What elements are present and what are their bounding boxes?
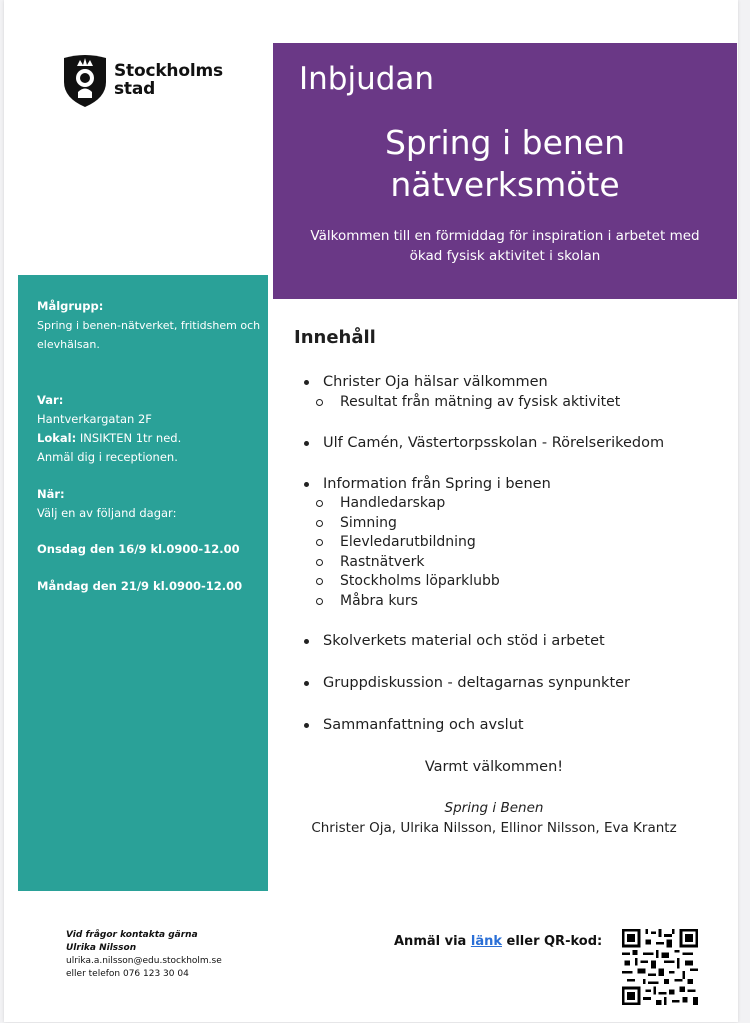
- circle-bullet-icon: [316, 520, 323, 527]
- agenda-item-text: Christer Oja hälsar välkommen: [323, 374, 548, 390]
- agenda-item: [304, 476, 551, 492]
- location-block: [37, 391, 277, 467]
- signup-prefix: Anmäl via: [394, 934, 471, 949]
- coat-of-arms-icon: [62, 52, 108, 108]
- bullet-icon: [304, 681, 309, 686]
- bullet-icon: [304, 441, 309, 446]
- when-text: Välj en av följand dagar:: [37, 506, 177, 520]
- reception-note: Anmäl dig i receptionen.: [37, 450, 178, 464]
- agenda-subitem: [316, 515, 397, 531]
- agenda-subitem-text: Måbra kurs: [340, 593, 418, 609]
- signup-suffix: eller QR-kod:: [502, 934, 603, 949]
- circle-bullet-icon: [316, 578, 323, 585]
- qr-code-icon[interactable]: [621, 929, 699, 1005]
- date-option-2: Måndag den 21/9 kl.0900-12.00: [37, 579, 243, 593]
- hero-title: [273, 122, 737, 206]
- target-group-label: Målgrupp:: [37, 299, 104, 313]
- contact-email: ulrika.a.nilsson@edu.stockholm.se: [66, 956, 222, 966]
- logo-line2: stad: [114, 79, 156, 99]
- agenda-subitem: [316, 495, 445, 511]
- logo-wordmark: [114, 62, 223, 98]
- agenda-item: [304, 435, 664, 451]
- hero-subtitle: Välkommen till en förmiddag för inspiration i arbetet med ökad fysisk aktivitet i skolan: [310, 228, 700, 264]
- info-sidebar: [18, 275, 268, 891]
- contact-intro: Vid frågor kontakta gärna: [66, 930, 198, 940]
- agenda-item-text: Ulf Camén, Västertorpsskolan - Rörelserikedom: [323, 435, 665, 451]
- agenda-item-text: Gruppdiskussion - deltagarnas synpunkter: [323, 675, 631, 691]
- agenda-item: [304, 374, 548, 390]
- location-label: Var:: [37, 393, 64, 407]
- hero-title-line2: nätverksmöte: [390, 165, 620, 204]
- agenda-item: [304, 675, 630, 691]
- circle-bullet-icon: [316, 539, 323, 546]
- agenda-subitem: [316, 534, 476, 550]
- agenda-subitem-text: Stockholms löparklubb: [340, 573, 500, 589]
- when-block: [37, 485, 277, 523]
- contact-name: Ulrika Nilsson: [66, 943, 137, 953]
- circle-bullet-icon: [316, 500, 323, 507]
- when-label: När:: [37, 487, 65, 501]
- agenda-subitem-text: Resultat från mätning av fysisk aktivitet: [340, 394, 621, 410]
- agenda-heading: Innehåll: [294, 327, 376, 348]
- bullet-icon: [304, 639, 309, 644]
- logo-line1: Stockholms: [114, 61, 223, 81]
- signature-names: Christer Oja, Ulrika Nilsson, Ellinor Nilsson, Eva Krantz: [311, 820, 677, 836]
- stockholms-stad-logo: [62, 52, 223, 108]
- agenda-subitem: [316, 593, 418, 609]
- agenda-subitem: [316, 554, 425, 570]
- agenda-item: [304, 717, 524, 733]
- location-address: Hantverkargatan 2F: [37, 412, 152, 426]
- agenda-item: [304, 633, 605, 649]
- contact-info: [66, 929, 222, 981]
- room-line: [37, 429, 277, 448]
- circle-bullet-icon: [316, 399, 323, 406]
- circle-bullet-icon: [316, 559, 323, 566]
- target-group-block: [37, 297, 277, 354]
- bullet-icon: [304, 380, 309, 385]
- hero-kicker: Inbjudan: [299, 61, 435, 97]
- date-option-1: Onsdag den 16/9 kl.0900-12.00: [37, 542, 240, 556]
- target-group-text: Spring i benen-nätverket, fritidshem och elevhälsan.: [37, 319, 261, 351]
- bullet-icon: [304, 723, 309, 728]
- contact-phone: eller telefon 076 123 30 04: [66, 969, 189, 979]
- circle-bullet-icon: [316, 598, 323, 605]
- agenda-subitem-text: Elevledarutbildning: [340, 534, 476, 550]
- bullet-icon: [304, 482, 309, 487]
- welcome-text: Varmt välkommen!: [424, 759, 564, 775]
- invitation-page: [4, 0, 738, 1022]
- signature-org: Spring i Benen: [444, 800, 544, 816]
- room-text: INSIKTEN 1tr ned.: [76, 431, 182, 445]
- agenda-subitem-text: Simning: [340, 515, 397, 531]
- agenda-subitem: [316, 394, 620, 410]
- agenda-item-text: Information från Spring i benen: [323, 476, 551, 492]
- signup-line: [394, 934, 602, 949]
- agenda-subitem-text: Rastnätverk: [340, 554, 425, 570]
- agenda-item-text: Sammanfattning och avslut: [323, 717, 524, 733]
- hero-banner: [273, 43, 737, 299]
- agenda-item-text: Skolverkets material och stöd i arbetet: [323, 633, 605, 649]
- room-label: Lokal:: [37, 431, 77, 445]
- agenda-subitem-text: Handledarskap: [340, 495, 446, 511]
- signup-link[interactable]: länk: [470, 934, 502, 949]
- hero-title-line1: Spring i benen: [384, 123, 626, 162]
- agenda-subitem: [316, 573, 500, 589]
